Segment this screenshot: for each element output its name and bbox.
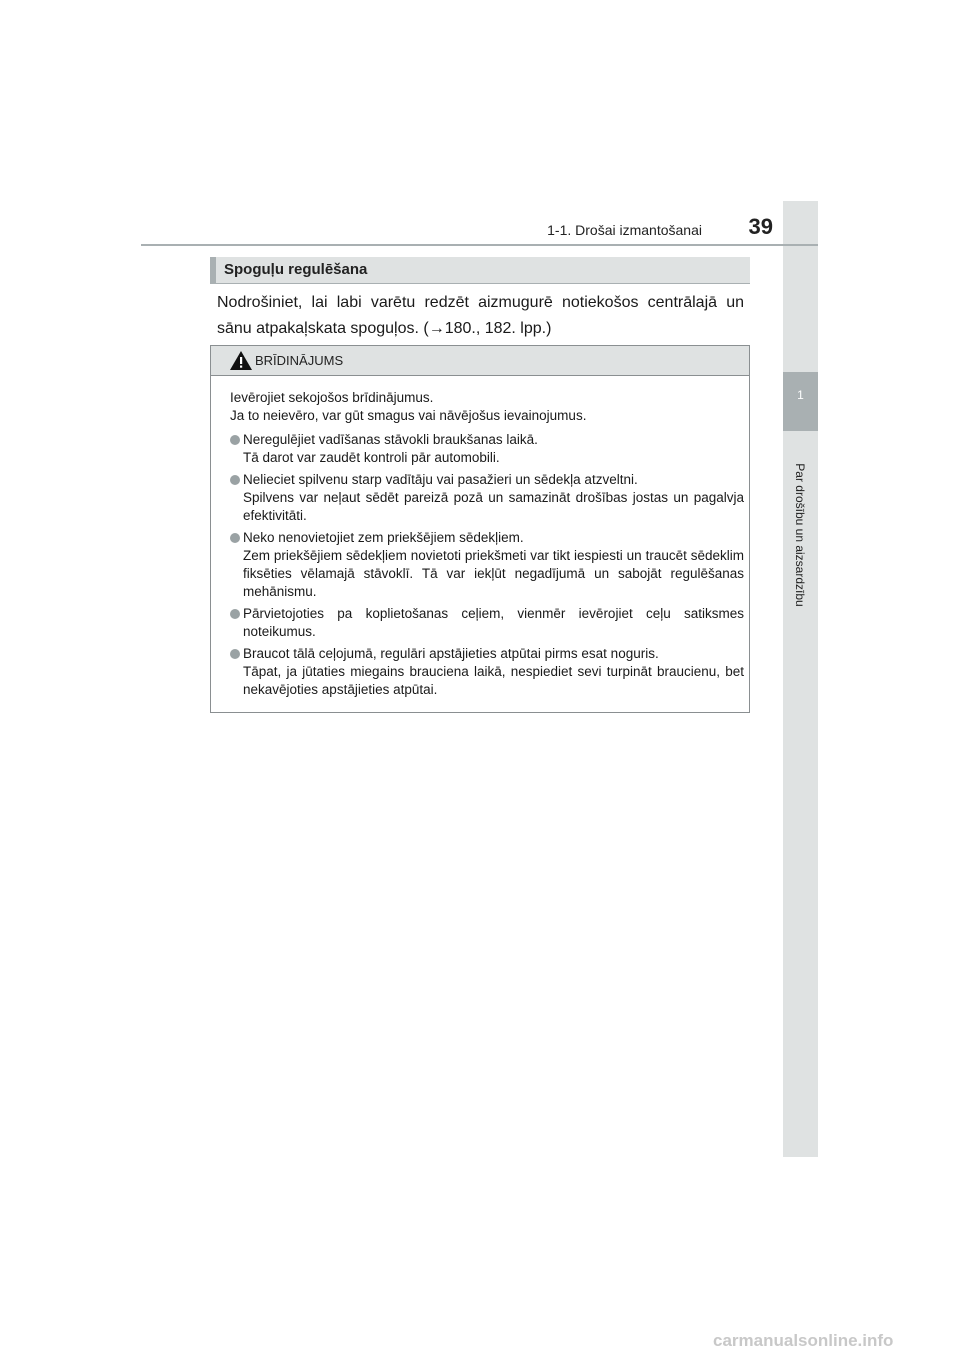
- bullet-icon: [230, 475, 240, 485]
- header-rule: [141, 244, 818, 246]
- warning-title: BRĪDINĀJUMS: [255, 353, 344, 368]
- chapter-title: Par drošību un aizsardzību: [793, 463, 807, 607]
- warning-triangle-icon: [229, 350, 253, 371]
- warning-item-detail: Spilvens var neļaut sēdēt pareizā pozā un samazināt drošības jostas un pagalvja efektivitāti.: [243, 490, 744, 523]
- warning-item-detail: Tā darot var zaudēt kontroli pār automobili.: [243, 450, 500, 465]
- watermark[interactable]: carmanualsonline.info: [713, 1331, 894, 1350]
- page-number: 39: [748, 214, 773, 239]
- warning-item-heading: Pārvietojoties pa koplietošanas ceļiem, vienmēr ievērojiet ceļu satiksmes noteikumus.: [243, 606, 744, 639]
- bullet-icon: [230, 609, 240, 619]
- intro-paragraph: Nodrošiniet, lai labi varētu redzēt aizmugurē notiekošos centrālajā un sānu atpakaļskata spoguļos. (→180., 182. lpp.): [217, 294, 744, 337]
- chapter-side-tab: [783, 201, 818, 1157]
- warning-item: [230, 431, 744, 467]
- warning-intro-line: Ievērojiet sekojošos brīdinājumus.: [230, 390, 434, 405]
- bullet-icon: [230, 533, 240, 543]
- section-title: Spoguļu regulēšana: [224, 261, 368, 278]
- warning-box: [210, 345, 750, 713]
- warning-item-heading: Braucot tālā ceļojumā, regulāri apstājieties atpūtai pirms esat noguris.: [243, 646, 659, 661]
- warning-item-heading: Nelieciet spilvenu starp vadītāju vai pasažieri un sēdekļa atzveltni.: [243, 472, 638, 487]
- warning-item-heading: Neregulējiet vadīšanas stāvokli braukšanas laikā.: [243, 432, 538, 447]
- warning-item-detail: Zem priekšējiem sēdekļiem novietoti priekšmeti var tikt iespiesti un traucēt sēdeklim fiksēties vēlamajā stāvoklī. Tā var iekļūt negadījumā un sabojāt regulēšanas mehānismu.: [243, 548, 744, 599]
- warning-item: [230, 605, 744, 641]
- warning-item: [230, 471, 744, 525]
- bullet-icon: [230, 435, 240, 445]
- warning-body: [230, 389, 744, 699]
- warning-intro-line: Ja to neievēro, var gūt smagus vai nāvējošus ievainojumus.: [230, 408, 587, 423]
- warning-item: [230, 529, 744, 601]
- chapter-number: 1: [797, 388, 804, 402]
- warning-item-detail: Tāpat, ja jūtaties miegains brauciena laikā, nespiediet sevi turpināt braucienu, bet nekavējoties apstājieties atpūtai.: [243, 664, 744, 697]
- warning-header: [211, 346, 749, 376]
- warning-item: [230, 645, 744, 699]
- header-section-title: 1-1. Drošai izmantošanai: [547, 222, 702, 238]
- warning-item-heading: Neko nenovietojiet zem priekšējiem sēdekļiem.: [243, 530, 524, 545]
- bullet-icon: [230, 649, 240, 659]
